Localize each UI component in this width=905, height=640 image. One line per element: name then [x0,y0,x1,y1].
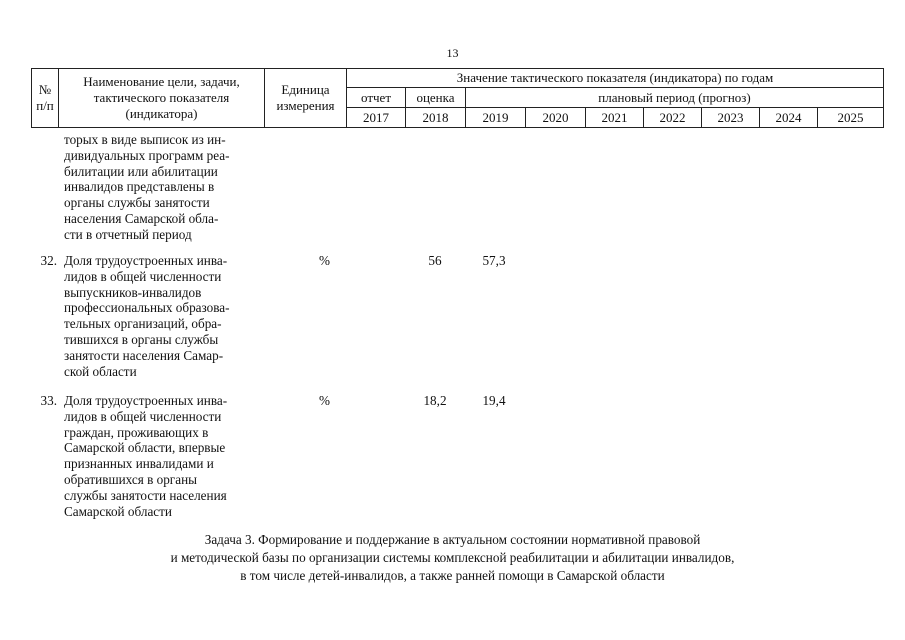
task-heading-line: в том числе детей-инвалидов, а также ранней помощи в Самарской области [240,568,665,583]
value-2018: 18,2 [423,393,447,408]
year-cell: 2017 [347,108,406,128]
name-line: органы службы занятости [64,195,210,211]
name-line: лидов в общей численности [64,268,222,284]
header-report: отчет [347,88,406,108]
task-heading-line: и методической базы по организации системы комплексной реабилитации и абилитации инвалидов, [170,550,735,565]
name-line: лидов в общей численности [64,408,222,424]
header-value-title: Значение тактического показателя (индикатора) по годам [347,69,884,88]
name-line: выпускников-инвалидов [64,284,202,300]
task-heading-line: Задача 3. Формирование и поддержание в актуальном состоянии нормативной правовой [204,532,701,547]
name-line: билитации или абилитации [64,163,218,179]
name-line: профессиональных образова- [64,300,230,316]
name-line: тельных организаций, обра- [64,316,222,332]
year-cell: 2025 [818,108,884,128]
value-2019: 57,3 [482,253,506,268]
name-line: инвалидов представлены в [64,179,215,195]
unit-value: % [319,393,330,408]
year-cell: 2022 [644,108,702,128]
name-line: Доля трудоустроенных инва- [64,253,228,268]
header-num [32,69,59,128]
name-line: Самарской области, впервые [64,440,226,456]
indicator-name [64,253,291,379]
name-line: граждан, проживающих в [64,424,209,440]
name-line: Доля трудоустроенных инва- [64,393,228,408]
name-line: населения Самарской обла- [64,210,219,226]
year-cell: 2020 [526,108,586,128]
page-number: 13 [446,46,459,60]
row-number: 33. [40,393,57,408]
value-2018: 56 [428,253,442,268]
row-number: 32. [40,253,57,268]
unit-value: % [319,253,330,268]
header-plan: плановый период (прогноз) [466,88,884,108]
name-line: ской области [64,363,137,379]
indicator-name [64,393,291,519]
year-cell: 2024 [760,108,818,128]
header-num-text: № п/п [36,82,54,113]
name-line: Самарской области [64,503,172,519]
indicator-table-header [31,68,884,128]
header-unit-text: Единица измерения [276,82,335,113]
header-estimate: оценка [406,88,466,108]
name-line: торых в виде выписок из ин- [64,132,226,147]
name-line: тившихся в органы службы [64,331,219,347]
name-line: службы занятости населения [64,487,227,503]
name-line: признанных инвалидами и [64,456,214,472]
value-2019: 19,4 [482,393,506,408]
header-name-text: Наименование цели, задачи, тактического показателя (индикатора) [83,74,240,121]
year-cell: 2023 [702,108,760,128]
header-unit [265,69,347,128]
name-line: обратившихся в органы [64,471,197,487]
name-line: дивидуальных программ реа- [64,147,230,163]
header-name [59,69,265,128]
name-line: сти в отчетный период [64,226,192,242]
year-cell: 2018 [406,108,466,128]
task-heading [0,531,905,585]
name-line: занятости населения Самар- [64,347,224,363]
indicator-name [64,132,291,243]
year-cell: 2019 [466,108,526,128]
year-cell: 2021 [586,108,644,128]
